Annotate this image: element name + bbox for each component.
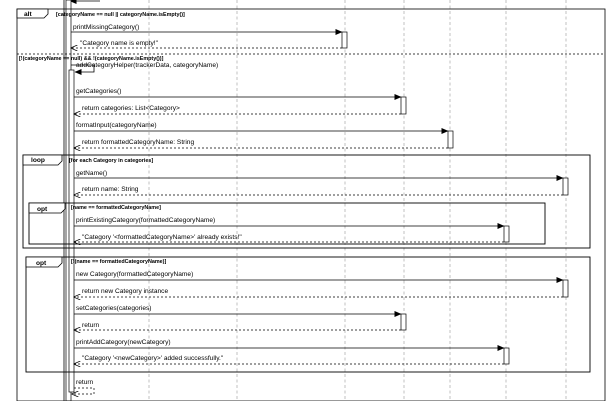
msg-final-return-label: return — [76, 379, 94, 386]
activation-print-add — [504, 348, 509, 364]
msg-helper-call-label: addCategoryHelper(trackerData, categoryName) — [76, 62, 219, 69]
msg-missing-return-label: "Category name is empty!" — [80, 40, 158, 47]
alt-tag-box — [17, 9, 48, 18]
alt-keyword: alt — [24, 11, 32, 18]
opt-2-keyword: opt — [36, 260, 47, 267]
activation-print-existing — [504, 226, 509, 242]
msg-new-category-label: new Category(formattedCategoryName) — [76, 271, 194, 278]
opt-1-keyword: opt — [37, 206, 48, 213]
msg-new-category-return-label: return new Category instance — [82, 288, 169, 295]
opt-2-guard: [!(name == formattedCategoryName)] — [71, 259, 167, 265]
msg-get-categories-return-label: return categories: List<Category> — [82, 105, 180, 112]
activation-helper — [69, 70, 74, 392]
activation-format-input — [448, 131, 453, 148]
activation-new-category — [563, 280, 568, 297]
msg-print-missing-label: printMissingCategory() — [73, 24, 140, 31]
msg-get-name-label: getName() — [76, 170, 108, 177]
msg-set-categories-label: setCategories(categories) — [76, 305, 152, 312]
alt-guard-1: [categoryName == null || categoryName.isEmpty()] — [56, 12, 185, 18]
msg-format-input-return-label: return formattedCategoryName: String — [82, 139, 195, 146]
msg-print-existing-label: printExistingCategory(formattedCategoryName) — [76, 217, 216, 224]
activation-get-categories — [401, 97, 406, 114]
opt-1-guard: [name == formattedCategoryName] — [71, 205, 161, 211]
activation-get-name — [563, 178, 568, 195]
msg-format-input-label: formatInput(categoryName) — [76, 122, 157, 129]
msg-add-return-label: "Category '<newCategory>' added successfully." — [82, 355, 224, 362]
msg-final-return-arrow — [72, 388, 94, 394]
alt-guard-2: [!(categoryName == null) && !(categoryName.isEmpty())] — [19, 56, 164, 62]
activation-print-missing — [342, 32, 347, 48]
loop-guard: [for each Category in categories] — [69, 158, 154, 164]
msg-print-add-label: printAddCategory(newCategory) — [76, 339, 171, 346]
msg-set-categories-return-label: return — [82, 322, 100, 329]
msg-get-name-return-label: return name: String — [82, 186, 139, 193]
activation-set-categories — [401, 314, 406, 330]
loop-keyword: loop — [31, 157, 45, 164]
msg-existing-return-label: "Category '<formattedCategoryName>' already exists!" — [82, 234, 242, 241]
msg-get-categories-label: getCategories() — [76, 88, 122, 95]
